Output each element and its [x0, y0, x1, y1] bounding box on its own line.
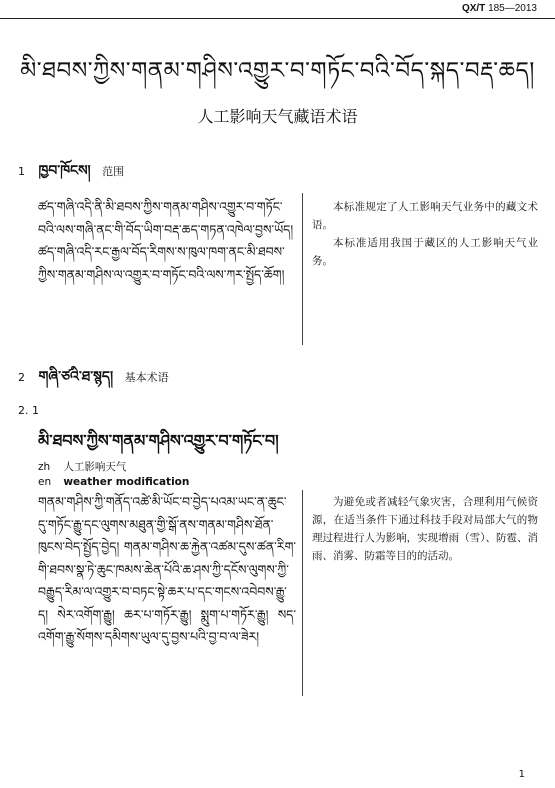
term-number: 2. 1 — [18, 404, 39, 417]
chinese-title: 人工影响天气藏语术语 — [197, 107, 358, 126]
section-title-chinese: 基本术语 — [124, 371, 169, 384]
column-divider — [302, 193, 303, 345]
section-1-tibetan-body: ཚད་གཞི་འདི་ནི་མི་ཐབས་ཀྱིས་གནམ་གཤིས་འགྱུར་བ་གཏོང་བའི་ལས་གཞི་ནང་གི་བོད་ཡིག་བརྡ་ཆད་གཏན་འཁེལ་བྱས་ཡོད། ཚད་གཞི་འདི་རང་རྒྱལ་བོད་རིགས་ས་ཁུལ་ཁག་ནང་མི་ཐབས་ཀྱིས་གནམ་གཤིས་ལ་འགྱུར་བ་གཏོང་བའི་ལས་ཀར་སྤྱོད་ཆོག། — [38, 199, 294, 282]
tibetan-title: མི་ཐབས་ཀྱིས་གནམ་གཤིས་འགྱུར་བ་གཏོང་བའི་བོད་སྐད་བརྡ་ཆད། — [20, 58, 535, 84]
lang-code: zh — [38, 461, 51, 473]
term-en — [38, 474, 189, 491]
section-number: 1 — [18, 165, 25, 178]
page-number: 1 — [518, 769, 525, 780]
section-number: 2 — [18, 371, 25, 384]
section-2-heading — [18, 369, 169, 386]
zh-term: 人工影响天气 — [63, 461, 127, 473]
section-title-tibetan: གཞི་ཙའི་ཐ་སྙད། — [38, 369, 114, 385]
section-title-chinese: 范围 — [102, 165, 125, 178]
section-1-heading — [18, 163, 124, 180]
term-chinese-body — [312, 493, 538, 565]
term-tibetan-body: གནམ་གཤིས་ཀྱི་གནོད་འཚེ་མི་ཡོང་བ་བྱེད་པའམ་ཡང་ན་ཆུང་དུ་གཏོང་རྒྱུ་དང་ལུགས་མཐུན་གྱི་སྒོ་ནས་གནམ་གཤིས་ཐོན་ཁུངས་བེད་སྤྱོད་བྱེད། གནམ་གཤིས་ཆ་རྐྱེན་འཚམ་དུས་ཚན་རིག་གི་ཐབས་སྣ་ཏེ་ཆུང་ཁམས་ཆེན་པོའི་ཆ་ཤས་ཀྱི་དངོས་ལུགས་ཀྱི་བརྒྱུད་རིམ་ལ་འགྱུར་བ་བཏང་སྟེ་ཆར་པ་དང་གངས་འབེབས་རྒྱུ་ད། སེར་འགོག་རྒྱུ། ཆར་པ་གཏོར་རྒྱུ། སྨུག་པ་གཏོར་རྒྱུ། སད་འགོག་རྒྱུ་སོགས་དམིགས་ཡུལ་དུ་བྱས་པའི་བྱ་བ་ལ་ཟེར། — [38, 494, 296, 644]
paragraph: 本标准规定了人工影响天气业务中的藏文术语。 — [312, 201, 538, 231]
std-code: QX/T — [461, 3, 486, 14]
header-rule — [0, 18, 555, 19]
column-divider — [302, 490, 303, 696]
lang-code: en — [38, 476, 52, 488]
term-tibetan: མི་ཐབས་ཀྱིས་གནམ་གཤིས་འགྱུར་བ་གཏོང་བ། — [38, 431, 279, 450]
standard-code-header — [462, 3, 537, 14]
section-1-chinese-body — [312, 198, 538, 270]
std-number: 185—2013 — [488, 3, 537, 14]
paragraph: 本标准适用我国于藏区的人工影响天气业务。 — [312, 237, 538, 267]
en-term: weather modification — [63, 476, 190, 488]
paragraph: 为避免或者减轻气象灾害，合理利用气候资源，在适当条件下通过科技手段对局部大气的物理过程进行人为影响，实现增雨（雪）、防雹、消雨、消雾、防霜等目的的活动。 — [312, 496, 538, 562]
section-title-tibetan: ཁྱབ་ཁོངས། — [38, 163, 91, 179]
